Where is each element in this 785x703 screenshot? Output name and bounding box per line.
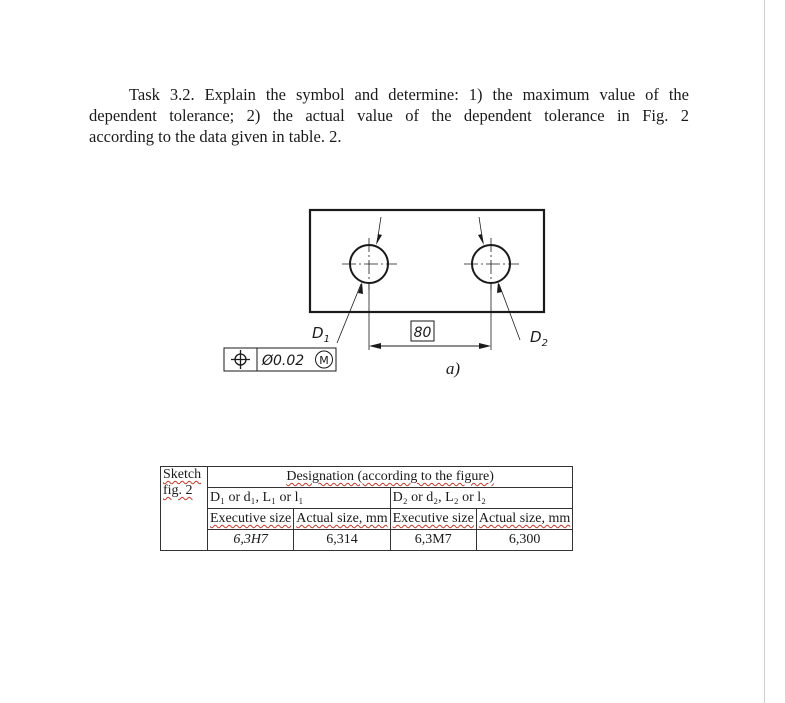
col-exec-size-2: Executive size [390, 509, 476, 530]
group2-header: D₂ or d₂, L₂ or l₂ [390, 488, 573, 509]
diameter-d1-label: $D_1$ [312, 324, 330, 345]
cell-exec-size-1: 6,3H7 [208, 530, 294, 551]
task-text [89, 84, 689, 147]
page-edge [764, 0, 765, 703]
cell-exec-size-2: 6,3M7 [390, 530, 476, 551]
col-actual-size-2: Actual size, mm [476, 509, 572, 530]
group1-header: D₁ or d₁, L₁ or l₁ [208, 488, 391, 509]
task-line-1: Task 3.2. Explain the symbol and determine: 1) the maximum value of the [129, 85, 689, 104]
col-actual-size-1: Actual size, mm [294, 509, 390, 530]
basic-dimension: 80 [413, 325, 432, 341]
table-row [161, 530, 573, 551]
task-line-2: dependent tolerance; 2) the actual value of the dependent tolerance in Fig. 2 [89, 106, 689, 125]
leader-d2-arrow-upper [478, 234, 484, 245]
designation-header: Designation (according to the figure) [208, 467, 573, 488]
leader-d1-arrow-lower [358, 282, 363, 294]
table-row [161, 488, 573, 509]
technical-drawing [200, 200, 600, 400]
sketch-label: Sketch [163, 467, 202, 482]
dimension-arrow-left [369, 343, 381, 349]
position-icon [231, 350, 250, 369]
cell-actual-size-2: 6,300 [476, 530, 572, 551]
col-exec-size-1: Executive size [208, 509, 294, 530]
max-material-modifier: M [319, 354, 329, 367]
cell-actual-size-1: 6,314 [294, 530, 390, 551]
tolerance-value: Ø0.02 [262, 353, 305, 369]
task-line-3: according to the data given in table. 2. [89, 127, 342, 146]
leader-d1-arrow-upper [376, 234, 382, 245]
table-row [161, 509, 573, 530]
leader-d2-arrow-lower [497, 282, 502, 293]
sketch-cell [161, 467, 208, 551]
feature-control-frame [224, 348, 336, 371]
table-row [161, 467, 573, 488]
diameter-d2-label: $D_2$ [530, 328, 548, 349]
figure-caption: a) [445, 359, 461, 378]
leader-d1-lower [337, 284, 361, 343]
data-table [160, 466, 573, 551]
fig-label: fig. 2 [163, 483, 193, 498]
dimension-arrow-right [479, 343, 491, 349]
